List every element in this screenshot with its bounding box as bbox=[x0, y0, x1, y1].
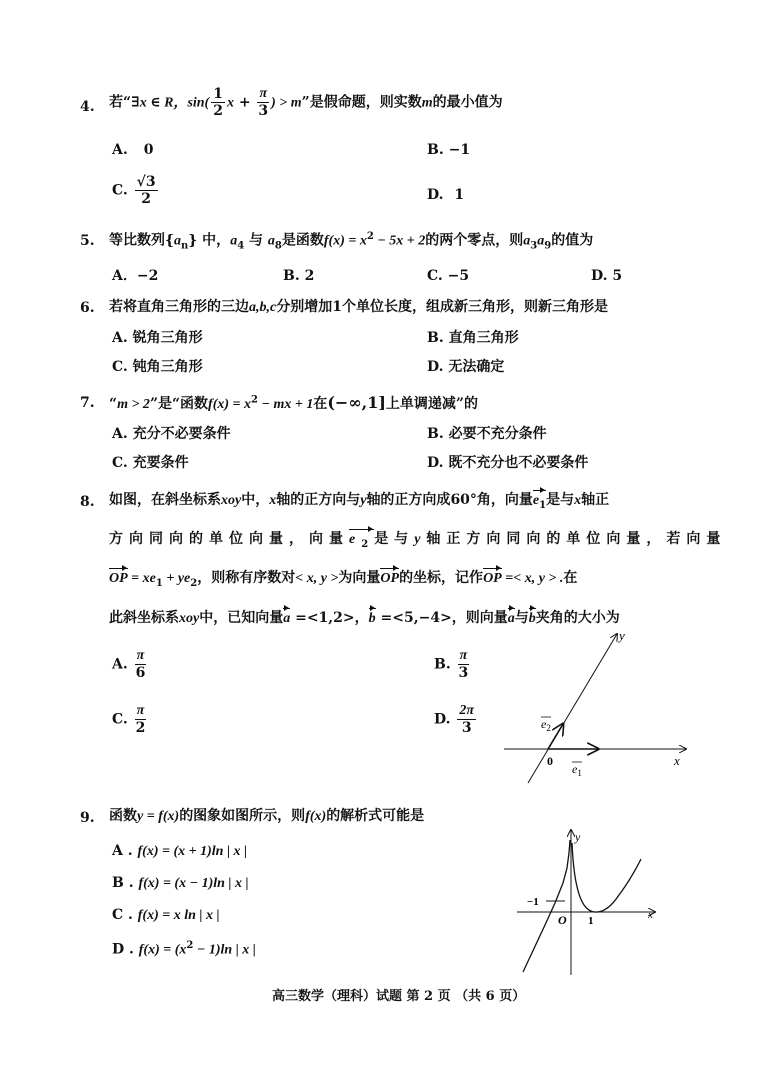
page-footer: 高三数学（理科）试题 第 2 页 （共 6 页） bbox=[272, 989, 526, 1004]
q4-option-c[interactable]: C. $\frac{√3}{2}$ bbox=[112, 174, 156, 208]
q8-oblique-axes-figure bbox=[500, 628, 700, 788]
q9-option-a[interactable]: A . f(x) = (x + 1)ln | x | bbox=[112, 843, 248, 859]
q9-pos-one-label: 1 bbox=[588, 915, 594, 927]
q7-option-d[interactable]: D. 既不充分也不必要条件 bbox=[427, 455, 589, 471]
q9-option-b[interactable]: B . f(x) = (x − 1)ln | x | bbox=[112, 875, 249, 891]
q8-option-d[interactable]: D. $\frac{2\pi}{3}$ bbox=[434, 703, 475, 737]
q5-option-d[interactable]: D. 5 bbox=[591, 268, 623, 284]
q7-option-c[interactable]: C. 充要条件 bbox=[112, 455, 189, 471]
q8-e2-label: $e_2$ bbox=[541, 717, 551, 733]
q7-option-b[interactable]: B. 必要不充分条件 bbox=[427, 426, 547, 442]
q5-option-c[interactable]: C. −5 bbox=[427, 268, 470, 284]
q4-option-d[interactable]: D. 1 bbox=[427, 187, 465, 203]
q9-y-label: y bbox=[575, 830, 581, 844]
q9-origin-label: O bbox=[558, 913, 567, 927]
q6-number: 6. bbox=[80, 300, 95, 316]
q5-option-a[interactable]: A．−2 bbox=[112, 268, 159, 284]
q4-option-b[interactable]: B. −1 bbox=[427, 142, 471, 158]
q8-origin-label: 0 bbox=[547, 754, 553, 768]
q8-number: 8. bbox=[80, 494, 95, 510]
q4-stem: 若“∃x ∈ R，sin( $\frac{1}{2}$ x + $\frac{\pi}{3}$ ) > m”是假命题，则实数m的最小值为 bbox=[109, 86, 503, 120]
q9-option-d[interactable]: D . $f(x) = (x^2 - 1)\ln$ | x | bbox=[112, 940, 256, 958]
q9-neg-one-label: −1 bbox=[527, 896, 539, 908]
q5-number: 5. bbox=[80, 233, 95, 249]
q8-line-3: OP = $xe_1 + ye_2$，则称有序数对< x, y >为向量OP的坐标，记作OP =< x, y > .在 bbox=[109, 570, 578, 589]
q6-option-d[interactable]: D. 无法确定 bbox=[427, 359, 505, 375]
q9-stem: 函数y = f(x)的图象如图所示，则f(x)的解析式可能是 bbox=[109, 808, 425, 824]
q8-option-b[interactable]: B. $\frac{\pi}{3}$ bbox=[434, 648, 469, 682]
q6-option-c[interactable]: C. 钝角三角形 bbox=[112, 359, 203, 375]
q8-y-label: y bbox=[619, 628, 625, 643]
q8-y-axis bbox=[528, 634, 617, 783]
q6-option-b[interactable]: B. 直角三角形 bbox=[427, 330, 519, 346]
q8-option-c[interactable]: C. $\frac{\pi}{2}$ bbox=[112, 703, 146, 737]
q8-option-a[interactable]: A. $\frac{\pi}{6}$ bbox=[112, 648, 146, 682]
q8-x-label: x bbox=[674, 753, 680, 768]
q4-option-a[interactable]: A. 0 bbox=[112, 142, 154, 158]
q9-option-c[interactable]: C . f(x) = x ln | x | bbox=[112, 907, 220, 923]
q5-stem: 等比数列$\{a_n\}$ 中，$a_4$ 与 $a_8$是函数$f(x) = x^2 - 5x + 2$的两个零点，则$a_3a_9$的值为 bbox=[109, 231, 594, 252]
q9-curve-right bbox=[572, 843, 641, 912]
q7-option-a[interactable]: A. 充分不必要条件 bbox=[112, 426, 231, 442]
q8-line-1: 如图，在斜坐标系xoy中，x轴的正方向与y轴的正方向成60°角，向量$e_1$是与x轴正 bbox=[109, 492, 610, 511]
q6-option-a[interactable]: A. 锐角三角形 bbox=[112, 330, 203, 346]
q9-x-label: x bbox=[648, 909, 653, 921]
q8-line-4: 此斜坐标系xoy中，已知向量a =<1,2>，b =<5,−4>，则向量a与b夹角的大小为 bbox=[109, 610, 620, 626]
q9-number: 9. bbox=[80, 810, 95, 826]
q8-e1-label: $e_1$ bbox=[572, 762, 582, 778]
q5-option-b[interactable]: B. 2 bbox=[283, 268, 315, 284]
q9-function-graph bbox=[515, 825, 665, 980]
q7-stem: “m > 2”是“函数$f(x) = x^2$ − mx + 1在(−∞,1]上单调递减”的 bbox=[109, 393, 478, 412]
q7-number: 7. bbox=[80, 395, 95, 411]
q6-stem: 若将直角三角形的三边a,b,c分别增加1个单位长度，组成新三角形，则新三角形是 bbox=[109, 299, 608, 315]
q4-number: 4. bbox=[80, 99, 95, 115]
q8-line-2: 方向同向的单位向量，向量$e_2$是与y轴正方向同向的单位向量，若向量 bbox=[109, 531, 727, 550]
